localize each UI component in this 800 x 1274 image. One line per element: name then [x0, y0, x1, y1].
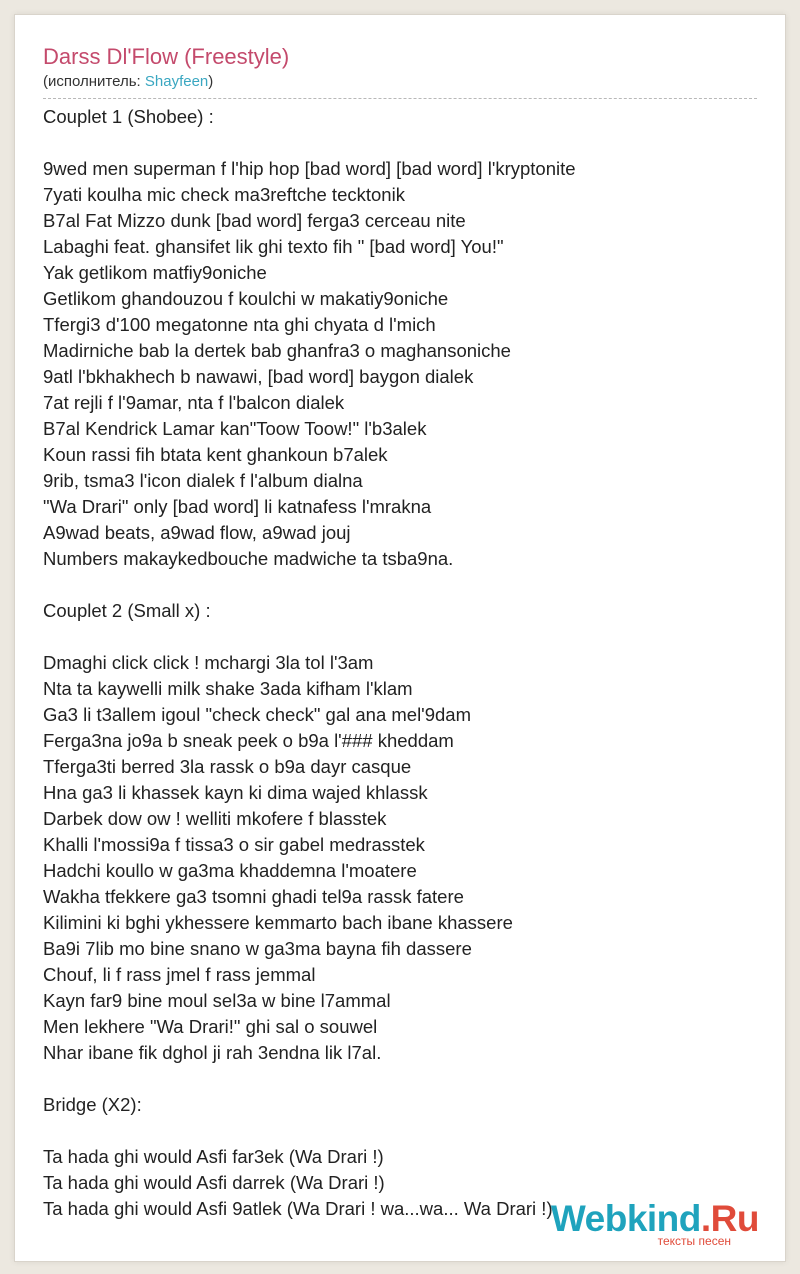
artist-suffix: ) [208, 73, 214, 90]
artist-link[interactable]: Shayfeen [144, 73, 209, 90]
lyric-line: Wakha tfekkere ga3 tsomni ghadi tel9a rassk fatere [43, 886, 464, 907]
blank-line [43, 572, 757, 598]
lyric-line: "Wa Drari" only [bad word] li katnafess l'mrakna [43, 496, 432, 517]
blank-line [43, 130, 757, 156]
lyric-line: Labaghi feat. ghansifet lik ghi texto fih " [bad word] You!" [43, 236, 504, 257]
lyric-line: 7at rejli f l'9amar, nta f l'balcon dialek [43, 392, 345, 413]
lyric-line: Ta hada ghi would Asfi darrek (Wa Drari !) [43, 1172, 385, 1193]
lyric-line: Darbek dow ow ! welliti mkofere f blasstek [43, 808, 387, 829]
logo-wordmark [551, 1200, 759, 1238]
webkind-logo[interactable] [551, 1200, 759, 1247]
lyrics-card [14, 14, 786, 1262]
lyric-line: Numbers makaykedbouche madwiche ta tsba9na. [43, 548, 454, 569]
lyric-line: 7yati koulha mic check ma3reftche tecktonik [43, 184, 405, 205]
logo-name: Webkind [550, 1198, 701, 1239]
lyric-line: 9wed men superman f l'hip hop [bad word] [bad word] l'kryptonite [43, 158, 576, 179]
lyric-line: Getlikom ghandouzou f koulchi w makatiy9oniche [43, 288, 449, 309]
lyric-line: Ta hada ghi would Asfi 9atlek (Wa Drari ! wa...wa... Wa Drari !). [43, 1198, 558, 1219]
artist-prefix: (исполнитель: [43, 73, 145, 90]
divider [43, 98, 757, 99]
lyric-line: Chouf, li f rass jmel f rass jemmal [43, 964, 316, 985]
lyric-line: Kayn far9 bine moul sel3a w bine l7ammal [43, 990, 391, 1011]
lyric-line: B7al Fat Mizzo dunk [bad word] ferga3 cerceau nite [43, 210, 466, 231]
lyric-line: Couplet 1 (Shobee) : [43, 106, 214, 127]
lyric-line: Yak getlikom matfiy9oniche [43, 262, 267, 283]
logo-tagline: тексты песен [657, 1234, 731, 1248]
lyric-line: Hadchi koullo w ga3ma khaddemna l'moatere [43, 860, 417, 881]
lyric-line: Khalli l'mossi9a f tissa3 o sir gabel medrasstek [43, 834, 425, 855]
logo-tld: .Ru [700, 1198, 759, 1239]
lyric-line: Ferga3na jo9a b sneak peek o b9a l'### kheddam [43, 730, 454, 751]
lyric-line: Nhar ibane fik dghol ji rah 3endna lik l7al. [43, 1042, 382, 1063]
blank-line [43, 1118, 757, 1144]
lyric-line: Ta hada ghi would Asfi far3ek (Wa Drari !) [43, 1146, 384, 1167]
lyrics-content [43, 42, 757, 1222]
lyric-line: 9rib, tsma3 l'icon dialek f l'album dialna [43, 470, 363, 491]
lyric-line: Madirniche bab la dertek bab ghanfra3 o maghansoniche [43, 340, 511, 361]
artist-line [43, 72, 757, 92]
lyric-line: Bridge (X2): [43, 1094, 142, 1115]
lyric-line: Men lekhere "Wa Drari!" ghi sal o souwel [43, 1016, 378, 1037]
lyric-line: 9atl l'bkhakhech b nawawi, [bad word] baygon dialek [43, 366, 474, 387]
lyrics-body [43, 104, 757, 1222]
lyric-line: Kilimini ki bghi ykhessere kemmarto bach ibane khassere [43, 912, 513, 933]
lyric-line: Ga3 li t3allem igoul "check check" gal ana mel'9dam [43, 704, 471, 725]
lyric-line: Ba9i 7lib mo bine snano w ga3ma bayna fih dassere [43, 938, 472, 959]
blank-line [43, 624, 757, 650]
lyric-line: Koun rassi fih btata kent ghankoun b7alek [43, 444, 388, 465]
lyric-line: A9wad beats, a9wad flow, a9wad jouj [43, 522, 351, 543]
lyric-line: Tfergi3 d'100 megatonne nta ghi chyata d l'mich [43, 314, 436, 335]
lyric-line: Dmaghi click click ! mchargi 3la tol l'3am [43, 652, 374, 673]
lyric-line: Couplet 2 (Small x) : [43, 600, 211, 621]
lyric-line: Tferga3ti berred 3la rassk o b9a dayr casque [43, 756, 412, 777]
lyric-line: Nta ta kaywelli milk shake 3ada kifham l'klam [43, 678, 413, 699]
lyric-line: Hna ga3 li khassek kayn ki dima wajed khlassk [43, 782, 428, 803]
lyric-line: B7al Kendrick Lamar kan"Toow Toow!" l'b3alek [43, 418, 427, 439]
blank-line [43, 1066, 757, 1092]
song-title: Darss Dl'Flow (Freestyle) [43, 44, 290, 69]
